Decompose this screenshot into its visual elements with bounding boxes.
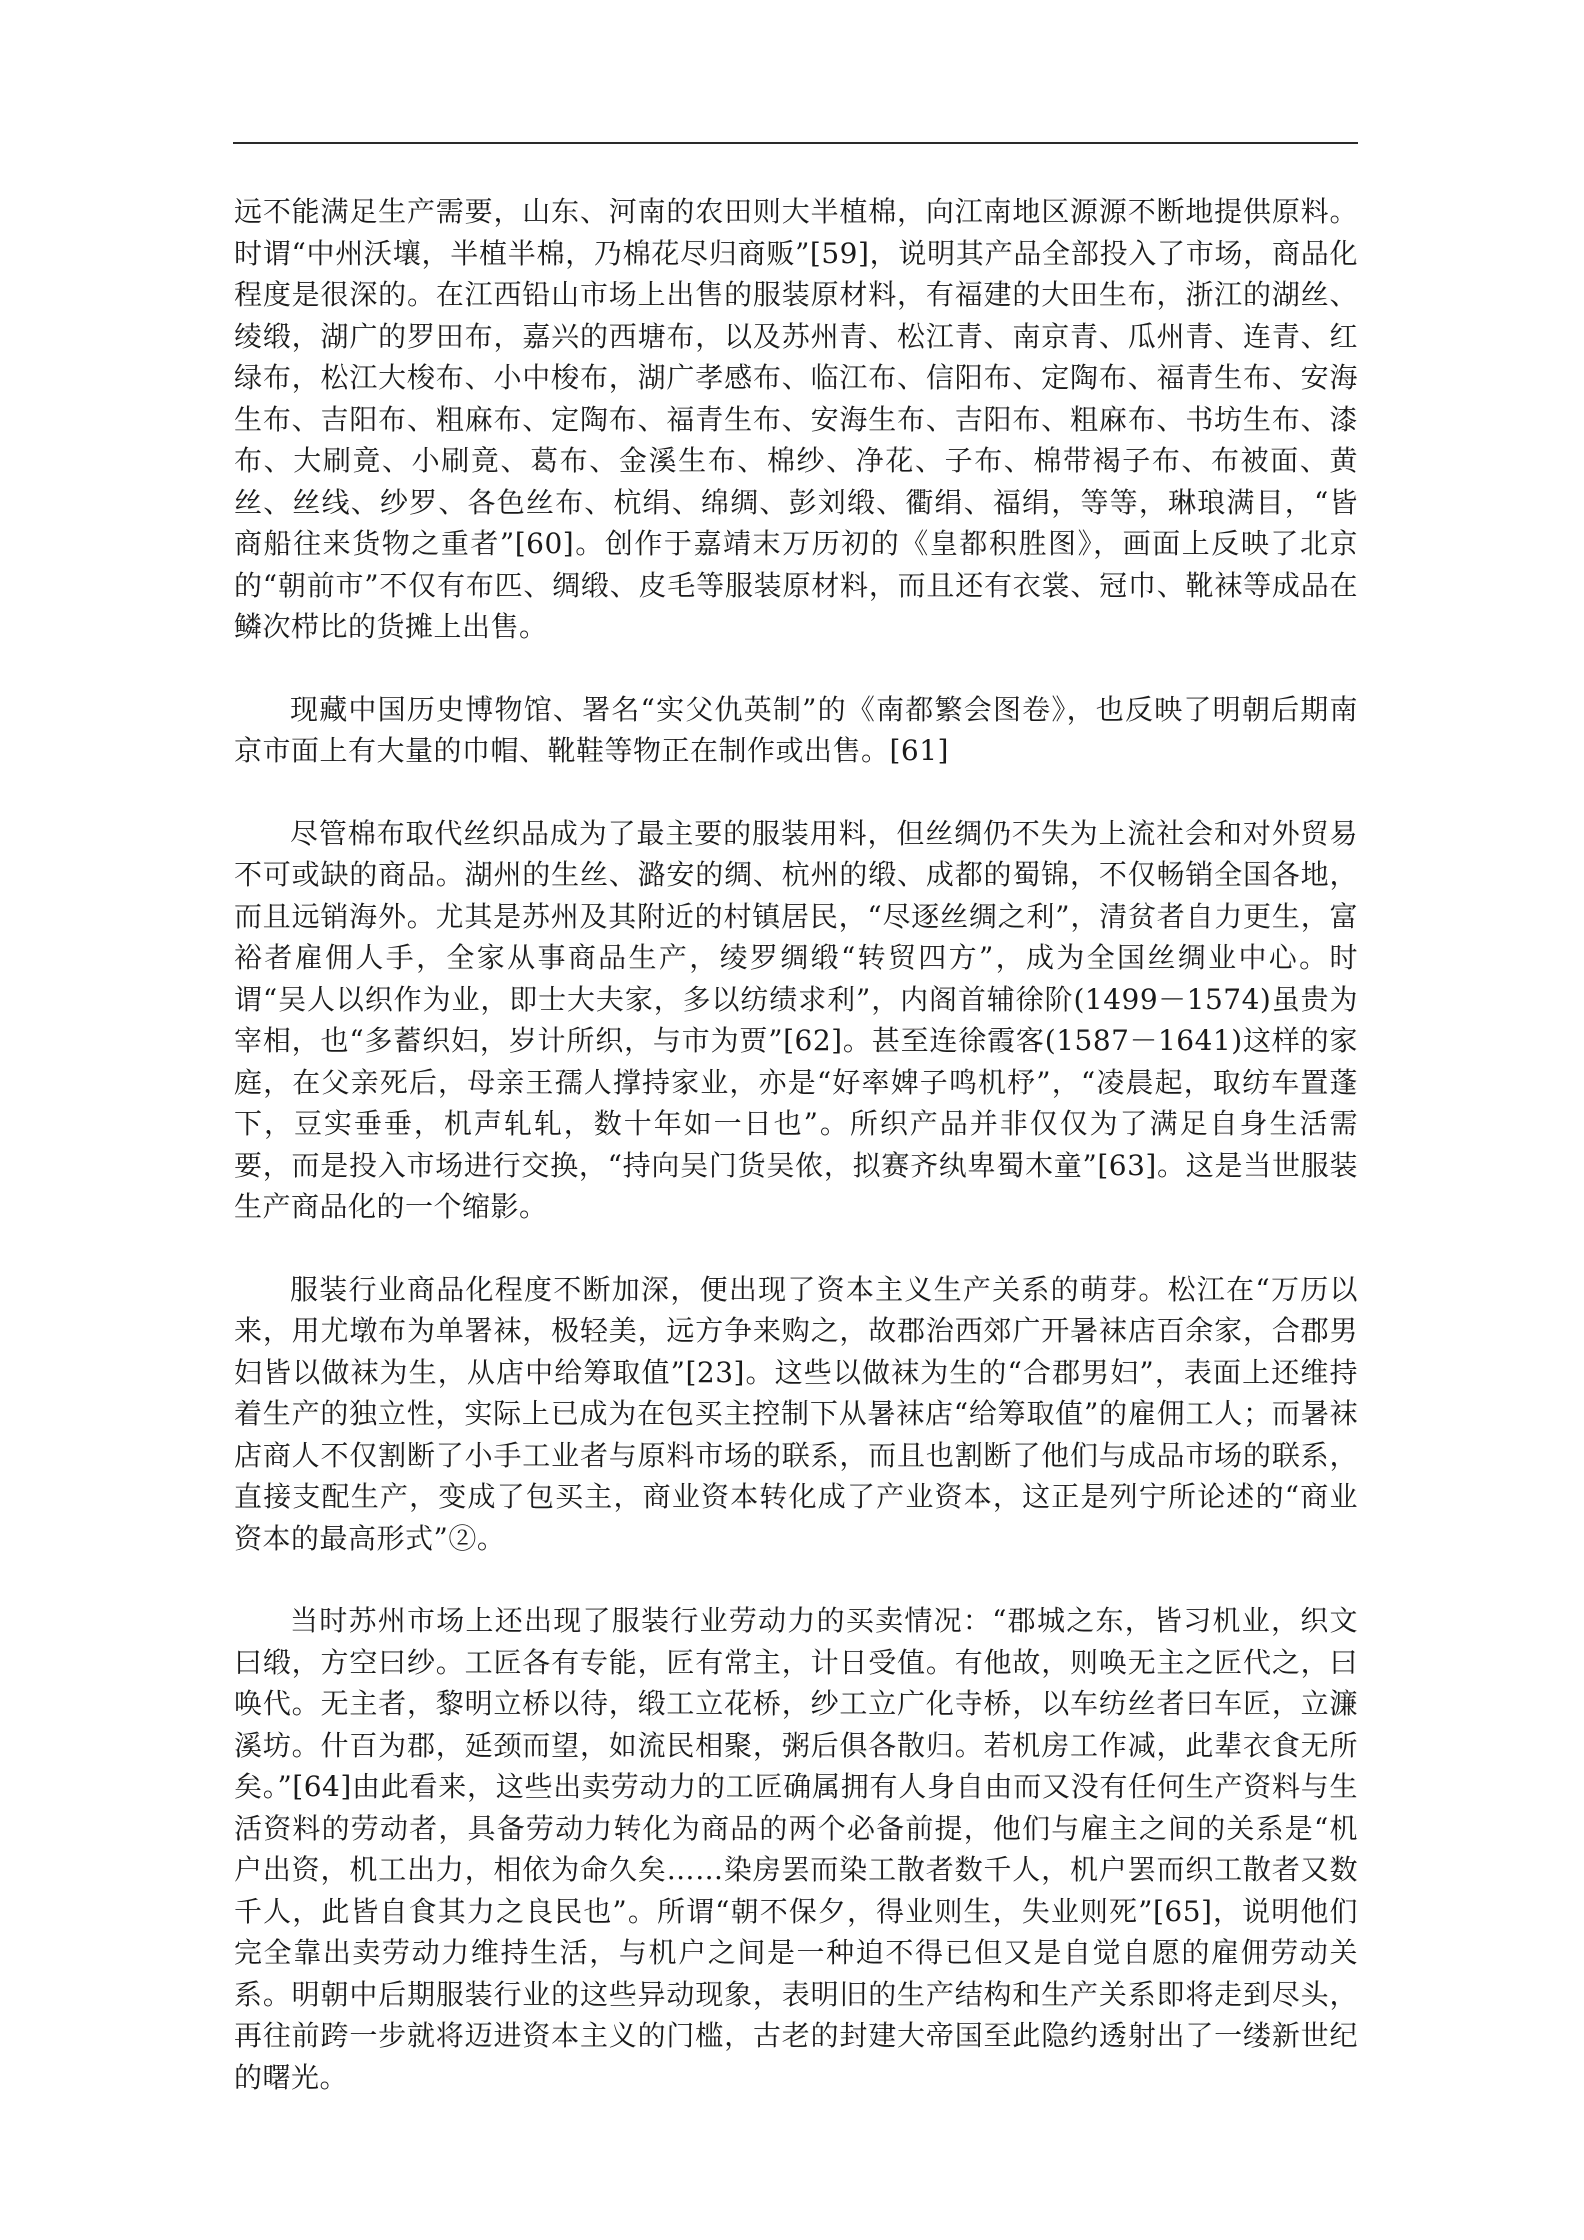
header-rule — [233, 142, 1358, 144]
paragraph-3: 尽管棉布取代丝织品成为了最主要的服装用料，但丝绸仍不失为上流社会和对外贸易不可或缺的商品。湖州的生丝、潞安的绸、杭州的缎、成都的蜀锦，不仅畅销全国各地，而且远销海外。尤其是苏州及其附近的村镇居民，“尽逐丝绸之利”，清贫者自力更生，富裕者雇佣人手，全家从事商品生产，绫罗绸缎“转贸四方”，成为全国丝绸业中心。时谓“吴人以织作为业，即士大夫家，多以纺绩求利”，内阁首辅徐阶(1499－1574)虽贵为宰相，也“多蓄织妇，岁计所织，与市为贾”[62]。甚至连徐霞客(1587－1641)这样的家庭，在父亲死后，母亲王孺人撑持家业，亦是“好率婢子鸣机杼”，“凌晨起，取纺车置蓬下，豆实垂垂，机声轧轧，数十年如一日也”。所织产品并非仅仅为了满足自身生活需要，而是投入市场进行交换，“持向吴门货吴侬，拟赛齐纨卑蜀木童”[63]。这是当世服装生产商品化的一个缩影。 — [234, 816, 1358, 1223]
paragraph-1: 远不能满足生产需要，山东、河南的农田则大半植棉，向江南地区源源不断地提供原料。时谓“中州沃壤，半植半棉，乃棉花尽归商贩”[59]，说明其产品全部投入了市场，商品化程度是很深的。在江西铅山市场上出售的服装原材料，有福建的大田生布，浙江的湖丝、绫缎，湖广的罗田布，嘉兴的西塘布，以及苏州青、松江青、南京青、瓜州青、连青、红绿布，松江大梭布、小中梭布，湖广孝感布、临江布、信阳布、定陶布、福青生布、安海生布、吉阳布、粗麻布、定陶布、福青生布、安海生布、吉阳布、粗麻布、书坊生布、漆布、大刷竟、小刷竟、葛布、金溪生布、棉纱、净花、子布、棉带褐子布、布被面、黄丝、丝线、纱罗、各色丝布、杭绢、绵绸、彭刘缎、衢绢、福绢，等等，琳琅满目，“皆商船往来货物之重者”[60]。创作于嘉靖末万历初的《皇都积胜图》，画面上反映了北京的“朝前市”不仅有布匹、绸缎、皮毛等服装原材料，而且还有衣裳、冠巾、靴袜等成品在鳞次栉比的货摊上出售。 — [234, 195, 1358, 643]
paragraph-5: 当时苏州市场上还出现了服装行业劳动力的买卖情况：“郡城之东，皆习机业，织文曰缎，方空曰纱。工匠各有专能，匠有常主，计日受值。有他故，则唤无主之匠代之，曰唤代。无主者，黎明立桥以待，缎工立花桥，纱工立广化寺桥，以车纺丝者曰车匠，立濂溪坊。什百为郡，延颈而望，如流民相聚，粥后俱各散归。若机房工作减，此辈衣食无所矣。”[64]由此看来，这些出卖劳动力的工匠确属拥有人身自由而又没有任何生产资料与生活资料的劳动者，具备劳动力转化为商品的两个必备前提，他们与雇主之间的关系是“机户出资，机工出力，相依为命久矣……染房罢而染工散者数千人，机户罢而织工散者又数千人，此皆自食其力之良民也”。所谓“朝不保夕，得业则生，失业则死”[65]，说明他们完全靠出卖劳动力维持生活，与机户之间是一种迫不得已但又是自觉自愿的雇佣劳动关系。明朝中后期服装行业的这些异动现象，表明旧的生产结构和生产关系即将走到尽头，再往前跨一步就将迈进资本主义的门槛，古老的封建大帝国至此隐约透射出了一缕新世纪的曙光。 — [234, 1604, 1358, 2094]
paragraph-2: 现藏中国历史博物馆、署名“实父仇英制”的《南都繁会图卷》，也反映了明朝后期南京市面上有大量的巾帽、靴鞋等物正在制作或出售。[61] — [234, 692, 1358, 767]
document-body — [234, 191, 1358, 2139]
paragraph-4: 服装行业商品化程度不断加深，便出现了资本主义生产关系的萌芽。松江在“万历以来，用尤墩布为单署袜，极轻美，远方争来购之，故郡治西郊广开暑袜店百余家，合郡男妇皆以做袜为生，从店中给筹取值”[23]。这些以做袜为生的“合郡男妇”，表面上还维持着生产的独立性，实际上已成为在包买主控制下从暑袜店“给筹取值”的雇佣工人；而暑袜店商人不仅割断了小手工业者与原料市场的联系，而且也割断了他们与成品市场的联系，直接支配生产，变成了包买主，商业资本转化成了产业资本，这正是列宁所论述的“商业资本的最高形式”②。 — [234, 1272, 1358, 1555]
